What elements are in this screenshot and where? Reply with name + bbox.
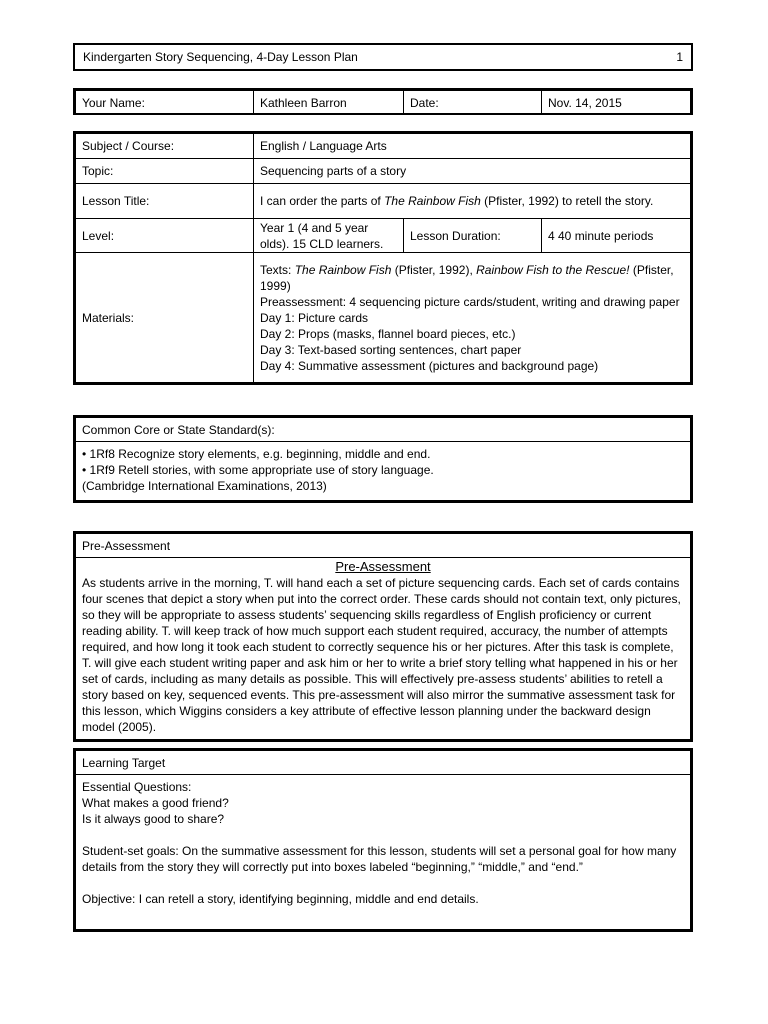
learning-target-content <box>76 775 691 930</box>
essential-question: Is it always good to share? <box>82 812 225 826</box>
name-date-box <box>73 88 693 115</box>
pre-assessment-content <box>76 558 691 740</box>
lesson-title-label: Lesson Title: <box>76 184 254 219</box>
lesson-info-box <box>73 131 693 385</box>
pre-assessment-heading: Pre-Assessment <box>76 534 691 558</box>
essential-questions-label: Essential Questions: <box>82 780 192 794</box>
standards-list <box>76 442 691 501</box>
date-value: Nov. 14, 2015 <box>542 91 691 115</box>
name-label: Your Name: <box>76 91 254 115</box>
subject-label: Subject / Course: <box>76 134 254 159</box>
pre-assessment-table <box>75 533 691 740</box>
name-value: Kathleen Barron <box>254 91 404 115</box>
student-set-goals: Student-set goals: On the summative assessment for this lesson, students will set a personal goal for how many details from the story they will correctly put into boxes labeled “beginning,” “middle,” and “end.” <box>82 844 677 874</box>
document-title-bar <box>73 43 693 71</box>
materials-day4: Day 4: Summative assessment (pictures and background page) <box>260 358 599 373</box>
materials-texts: Texts: The Rainbow Fish (Pfister, 1992), Rainbow Fish to the Rescue! (Pfister, 1999) <box>260 262 674 293</box>
duration-label: Lesson Duration: <box>404 219 542 253</box>
materials-preassessment: Preassessment: 4 sequencing picture cards/student, writing and drawing paper <box>260 294 680 309</box>
document-title: Kindergarten Story Sequencing, 4-Day Lesson Plan <box>83 50 358 64</box>
objective: Objective: I can retell a story, identifying beginning, middle and end details. <box>82 892 479 906</box>
lesson-info-table <box>75 133 691 383</box>
pre-assessment-subheading: Pre-Assessment <box>335 559 431 574</box>
materials-day1: Day 1: Picture cards <box>260 310 369 325</box>
materials-day2: Day 2: Props (masks, flannel board pieces, etc.) <box>260 326 516 341</box>
lesson-title-value: I can order the parts of The Rainbow Fish (Pfister, 1992) to retell the story. <box>254 184 691 219</box>
standard-item: • 1Rf8 Recognize story elements, e.g. beginning, middle and end. <box>82 447 431 461</box>
standard-item: • 1Rf9 Retell stories, with some appropriate use of story language. <box>82 463 434 477</box>
topic-label: Topic: <box>76 159 254 184</box>
date-label: Date: <box>404 91 542 115</box>
standards-table <box>75 417 691 501</box>
pre-assessment-box <box>73 531 693 742</box>
learning-target-heading: Learning Target <box>76 751 691 775</box>
book-title: The Rainbow Fish <box>384 194 481 208</box>
duration-value: 4 40 minute periods <box>542 219 691 253</box>
name-date-table <box>75 90 691 115</box>
standard-citation: (Cambridge International Examinations, 2013) <box>82 479 327 493</box>
standards-heading: Common Core or State Standard(s): <box>76 418 691 442</box>
level-label: Level: <box>76 219 254 253</box>
materials-label: Materials: <box>76 253 254 383</box>
page-number: 1 <box>676 50 683 64</box>
learning-target-box <box>73 748 693 932</box>
learning-target-table <box>75 750 691 930</box>
pre-assessment-body: As students arrive in the morning, T. will hand each a set of picture sequencing cards. Each set of cards contains four scenes that depict a story when put into the correct order. These cards should not contain text, only pictures, so they will be appropriate to assess students’ sequencing skills regardless of English proficiency or current reading ability. T. will keep track of how much support each student required, accuracy, the number of attempts required, and how long it took each student to correctly sequence his or her pictures. After this task is complete, T. will give each student writing paper and ask him or her to write a brief story telling what happened in his or her set of cards, including as many details as possible. This will effectively pre-assess students’ abilities to retell a story based on key, sequenced events. This pre-assessment will also mirror the summative assessment task for this lesson, which Wiggins considers a key attribute of effective lesson planning under the backward design model (2005). <box>82 576 681 734</box>
materials-value <box>254 253 691 383</box>
topic-value: Sequencing parts of a story <box>254 159 691 184</box>
materials-day3: Day 3: Text-based sorting sentences, chart paper <box>260 342 522 357</box>
level-value: Year 1 (4 and 5 year olds). 15 CLD learners. <box>254 219 404 253</box>
subject-value: English / Language Arts <box>254 134 691 159</box>
standards-box <box>73 415 693 503</box>
essential-question: What makes a good friend? <box>82 796 229 810</box>
